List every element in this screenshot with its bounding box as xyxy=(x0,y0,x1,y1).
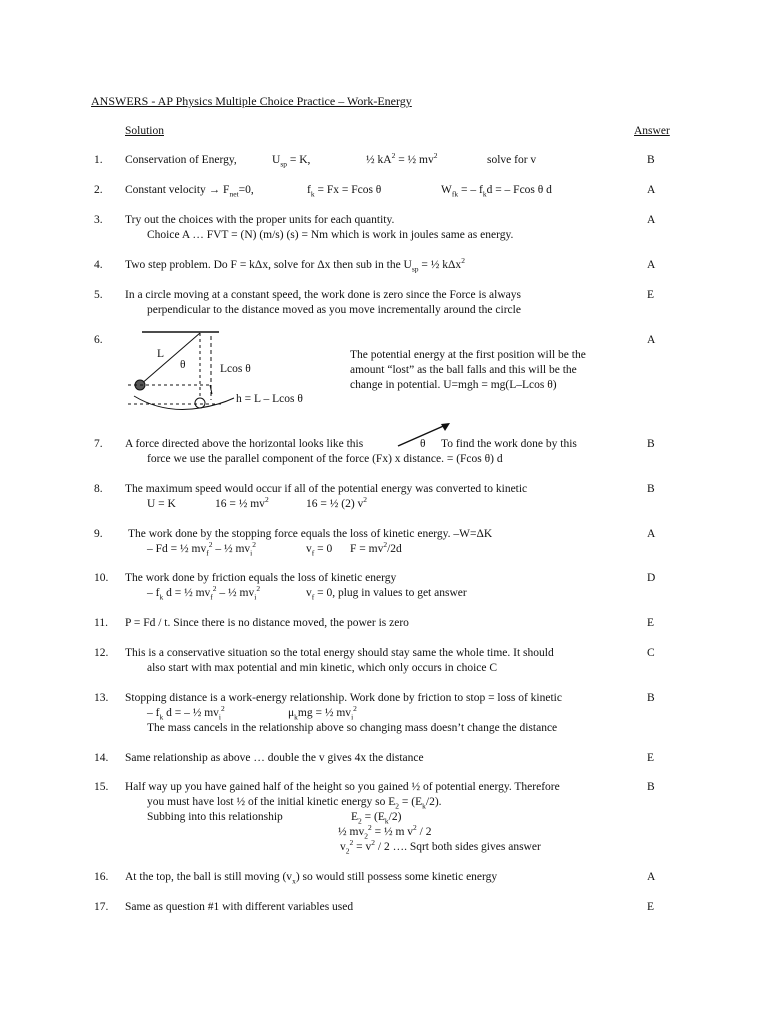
q7-text-2: To find the work done by this xyxy=(441,438,577,450)
q6-line-1: The potential energy at the first position will be the xyxy=(350,349,586,361)
q3-line-2: Choice A … FVT = (N) (m/s) (s) = Nm which is work in joules same as energy. xyxy=(147,229,514,241)
q2-text: Constant velocity → $F_{net}=0$, xyxy=(125,184,254,199)
q15-line-2: you must have lost ½ of the initial kinetic energy so $E_2 = (E_k/2)$. xyxy=(147,796,442,811)
answer-letter: A xyxy=(647,259,656,271)
question-number: 15. xyxy=(94,781,109,793)
q10-equation-2: $v_f = 0$, plug in values to get answer xyxy=(306,587,467,602)
question-number: 7. xyxy=(94,438,103,450)
q7-theta: θ xyxy=(420,438,426,450)
q10-equation-1: – $f_k$ d = ½ $mv_f^2$ – ½ $mv_i^2$ xyxy=(147,584,261,602)
diagram-label-h: h = L – Lcos θ xyxy=(236,393,303,405)
q9-equation-2: $v_f = 0$ xyxy=(306,543,333,558)
answer-letter: A xyxy=(647,871,656,883)
q1-note: solve for v xyxy=(487,154,537,166)
question-number: 2. xyxy=(94,184,103,196)
swing-arc xyxy=(134,396,234,410)
answer-letter: C xyxy=(647,647,655,659)
q1-text: Conservation of Energy, xyxy=(125,154,237,166)
q11-line-1: P = Fd / t. Since there is no distance moved, the power is zero xyxy=(125,617,409,629)
answer-letter: A xyxy=(647,528,656,540)
answer-letter: B xyxy=(647,154,655,166)
question-number: 12. xyxy=(94,647,109,659)
q8-line-1: The maximum speed would occur if all of the potential energy was converted to kinetic xyxy=(125,483,528,495)
q13-equation-1: – $f_k$ d = – ½ $mv_i^2$ xyxy=(147,704,225,722)
answer-letter: E xyxy=(647,752,655,764)
answer-letter: B xyxy=(647,438,655,450)
q12-line-2: also start with max potential and min kinetic, which only occurs in choice C xyxy=(147,662,498,674)
answer-letter: B xyxy=(647,692,655,704)
q13-equation-2: $\mu_kmg$ = ½ $mv_i^2$ xyxy=(288,704,357,722)
answer-header: Answer xyxy=(634,125,670,137)
answer-letter: E xyxy=(647,901,655,913)
q10-line-1: The work done by friction equals the loss of kinetic energy xyxy=(125,572,397,584)
q15-line-3: Subbing into this relationship xyxy=(147,811,283,823)
q2-equation-1: $f_k = Fx = Fcos$ θ xyxy=(307,184,382,199)
q13-line-1: Stopping distance is a work-energy relationship. Work done by friction to stop = loss of kinetic xyxy=(125,692,562,704)
question-number: 16. xyxy=(94,871,109,883)
question-number: 11. xyxy=(94,617,108,629)
q9-equation-1: – Fd = ½ $mv_f^2$ – ½ $mv_i^2$ xyxy=(147,540,256,558)
ball-bottom-icon xyxy=(195,398,205,408)
q1-equation-1: $U_{sp} = K$, xyxy=(272,154,311,169)
q15-equation-2: ½ $mv_2^2$ = ½ m $v^2 / 2$ xyxy=(338,823,432,841)
q1-equation-2: ½ $kA^2$ = ½ $mv^2$ xyxy=(366,151,438,166)
q8-equation-2: 16 = ½ $mv^2$ xyxy=(215,495,269,510)
q6-line-3: change in potential. U=mgh = mg(L–Lcos θ) xyxy=(350,379,557,391)
q7-text: A force directed above the horizontal looks like this xyxy=(125,438,364,450)
q16-line-1: At the top, the ball is still moving $(v_x)$ so would still possess some kinetic energy xyxy=(125,871,498,886)
q15-equation-3: $v_2^2 = v^2 / 2$ …. Sqrt both sides gives answer xyxy=(340,838,541,856)
q4-text: Two step problem. Do F = kΔx, solve for Δx then sub in the $U_{sp}$ = ½ kΔx$^2$ xyxy=(125,256,465,274)
q9-equation-3: $F = mv^2/2d$ xyxy=(350,540,402,555)
question-number: 14. xyxy=(94,752,109,764)
answer-letter: A xyxy=(647,334,656,346)
pendulum-string xyxy=(140,333,200,385)
answer-letter: A xyxy=(647,184,656,196)
q15-line-1: Half way up you have gained half of the height so you gained ½ of potential energy. Therefore xyxy=(125,781,560,793)
answer-letter: A xyxy=(647,214,656,226)
q13-line-3: The mass cancels in the relationship above so changing mass doesn’t change the distance xyxy=(147,722,558,734)
answer-letter: E xyxy=(647,289,655,301)
question-number: 1. xyxy=(94,154,103,166)
question-number: 6. xyxy=(94,334,103,346)
q9-line-1: The work done by the stopping force equals the loss of kinetic energy. –W=ΔK xyxy=(128,528,493,540)
q2-equation-2: $W_{fk}$ = – $f_kd$ = – Fcos θ d xyxy=(441,184,552,199)
q15-equation-1: $E_2 = (E_k/2)$ xyxy=(351,811,402,826)
solution-header: Solution xyxy=(125,125,164,137)
question-number: 17. xyxy=(94,901,109,913)
q5-line-1: In a circle moving at a constant speed, the work done is zero since the Force is always xyxy=(125,289,521,301)
question-number: 3. xyxy=(94,214,103,226)
q8-equation-3: 16 = ½ (2) $v^2$ xyxy=(306,495,368,510)
question-number: 10. xyxy=(94,572,109,584)
question-number: 13. xyxy=(94,692,109,704)
diagram-label-lcos: Lcos θ xyxy=(220,363,251,375)
q6-line-2: amount “lost” as the ball falls and this will be the xyxy=(350,364,577,376)
question-number: 9. xyxy=(94,528,103,540)
page-title: ANSWERS - AP Physics Multiple Choice Practice – Work-Energy xyxy=(91,94,412,108)
q17-line-1: Same as question #1 with different variables used xyxy=(125,901,354,913)
q3-line-1: Try out the choices with the proper units for each quantity. xyxy=(125,214,395,226)
q12-line-1: This is a conservative situation so the total energy should stay same the whole time. It should xyxy=(125,647,554,659)
diagram-label-theta: θ xyxy=(180,359,186,371)
q8-equation-1: U = K xyxy=(147,498,176,510)
q14-line-1: Same relationship as above … double the v gives 4x the distance xyxy=(125,752,424,764)
answer-letter: E xyxy=(647,617,655,629)
answer-letter: B xyxy=(647,781,655,793)
answer-letter: D xyxy=(647,572,656,584)
question-number: 4. xyxy=(94,259,103,271)
diagram-label-L: L xyxy=(157,348,165,360)
question-number: 8. xyxy=(94,483,103,495)
answer-letter: B xyxy=(647,483,655,495)
q7-line-2: force we use the parallel component of the force (Fx) x distance. = (Fcos θ) d xyxy=(147,453,503,465)
question-number: 5. xyxy=(94,289,103,301)
q5-line-2: perpendicular to the distance moved as you move incrementally around the circle xyxy=(147,304,521,316)
